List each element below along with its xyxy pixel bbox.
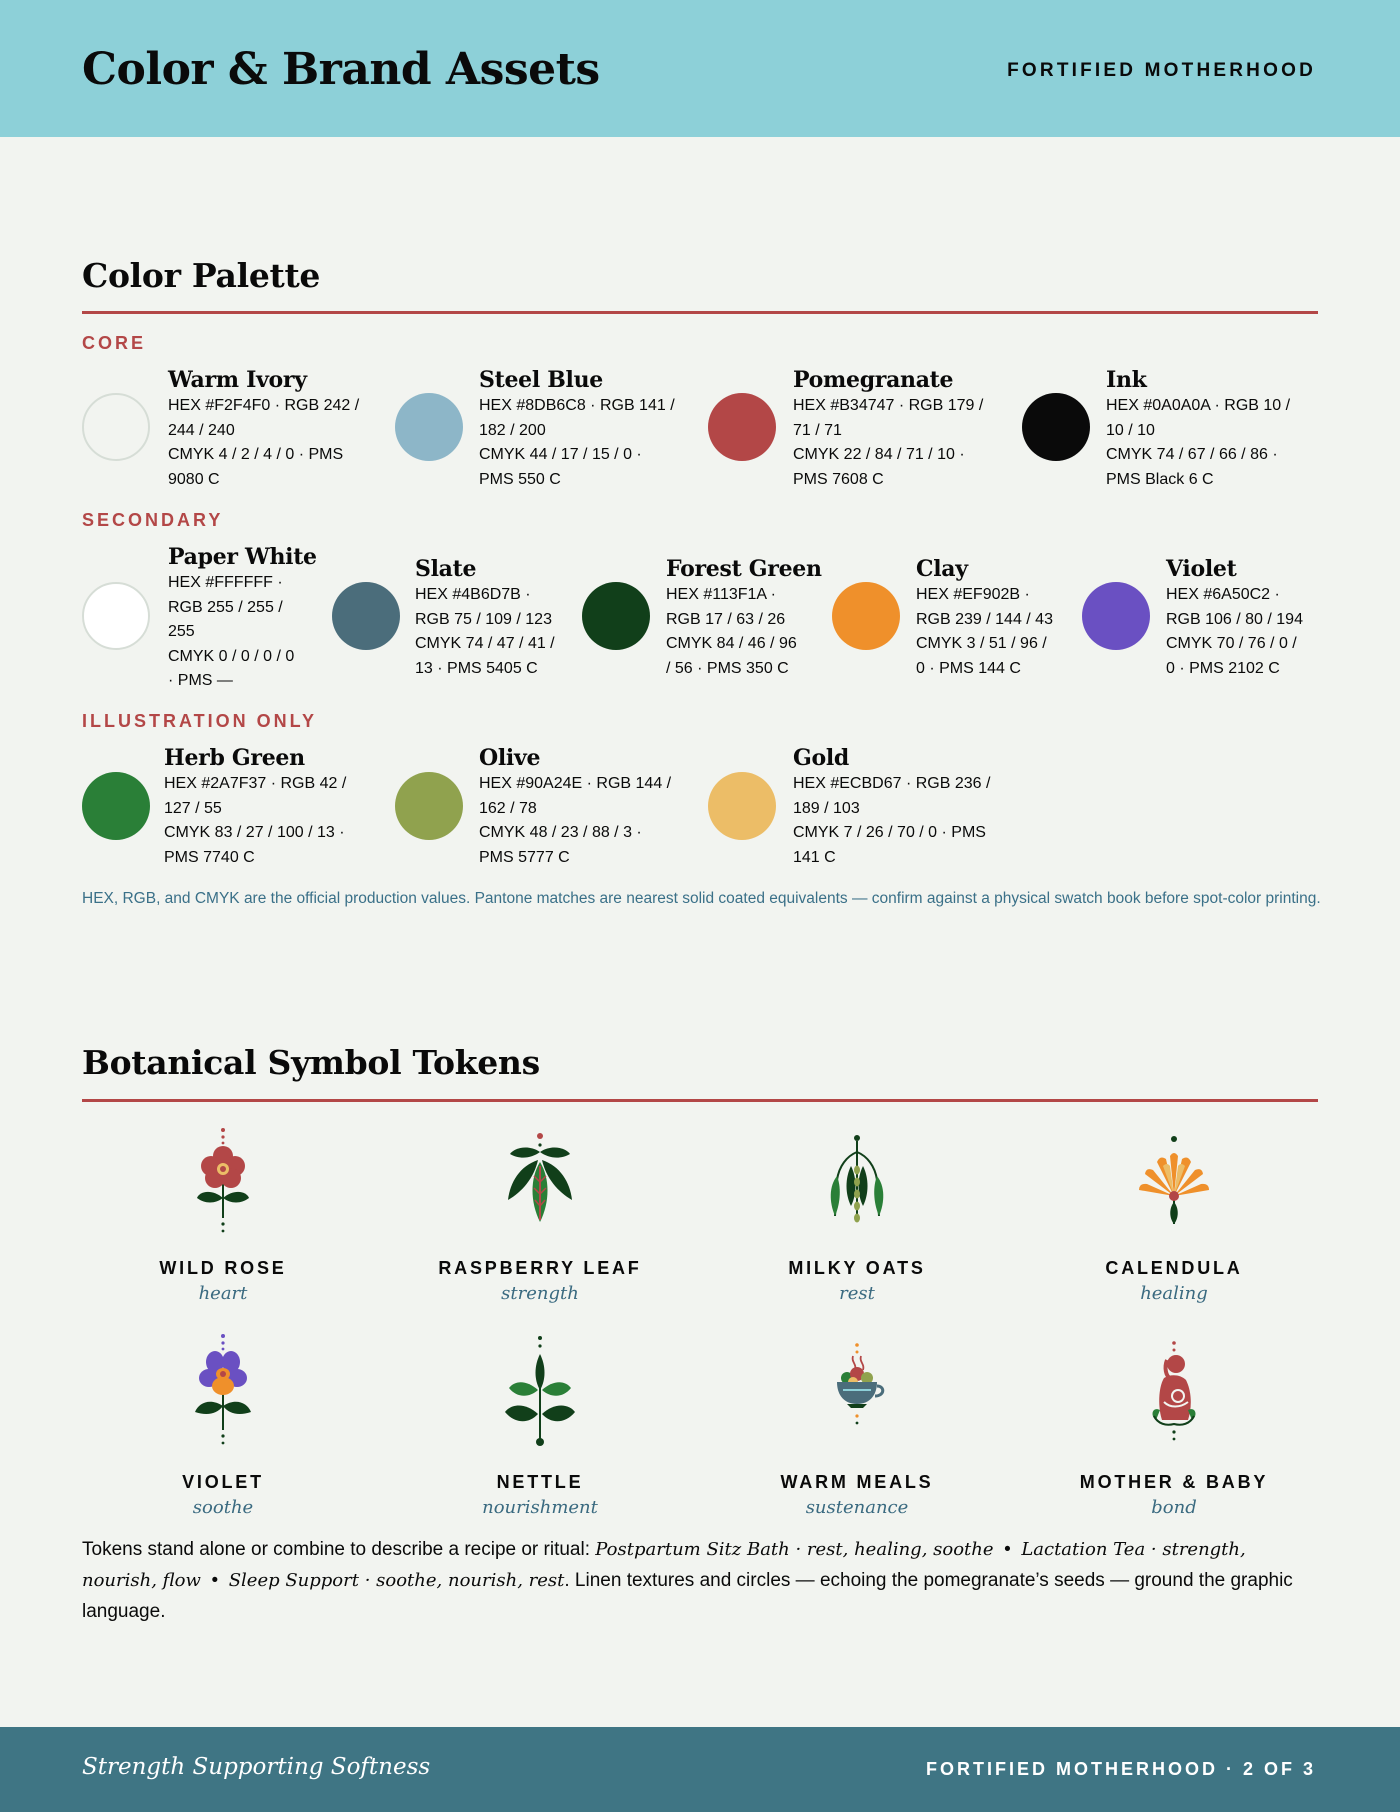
swatch-clay (832, 582, 900, 650)
swatch-steel-blue (395, 393, 463, 461)
color-rgb: RGB 17 / 63 / 26 (666, 610, 786, 628)
token-name: MOTHER & BABY (1079, 1472, 1269, 1492)
token-meaning: nourishment (482, 1497, 598, 1518)
page-header (0, 0, 1400, 137)
swatch-forest-green (582, 582, 650, 650)
color-name: Olive (479, 745, 541, 771)
color-name: Slate (415, 556, 477, 582)
page-number: FORTIFIED MOTHERHOOD · 2 OF 3 (925, 1759, 1316, 1779)
swatch-ink (1022, 393, 1090, 461)
token-name: NETTLE (496, 1472, 584, 1492)
token-name: WILD ROSE (159, 1258, 287, 1278)
illustration-only-label: ILLUSTRATION ONLY (82, 711, 317, 731)
bullet-separator: • (200, 1570, 229, 1591)
token-milky-oats (707, 1126, 1007, 1306)
token-name: CALENDULA (1105, 1258, 1243, 1278)
color-rgb-cont: 162 / 78 (479, 799, 537, 817)
token-meaning: sustenance (805, 1497, 909, 1518)
section-divider (82, 1099, 1318, 1102)
color-pms: · PMS — (168, 672, 233, 689)
ritual-lactation-tea: Lactation Tea · strength, nourish, flow (82, 1539, 1246, 1591)
color-pms: 141 C (793, 848, 836, 866)
token-mother-baby (1024, 1332, 1324, 1518)
color-cmyk: CMYK 22 / 84 / 71 / 10 · (793, 446, 965, 463)
color-cmyk: CMYK 7 / 26 / 70 / 0 · PMS (793, 824, 986, 841)
color-cmyk: CMYK 74 / 47 / 41 / (415, 635, 555, 652)
color-name: Paper White (168, 544, 317, 570)
calendula-icon (1129, 1126, 1219, 1236)
color-hex: HEX #113F1A · (666, 586, 776, 603)
ritual-sleep-support: Sleep Support · soothe, nourish, rest (228, 1570, 565, 1591)
swatch-gold (708, 772, 776, 840)
color-rgb-cont: 127 / 55 (164, 799, 222, 817)
color-rgb-cont: 255 (168, 623, 195, 640)
color-name: Forest Green (666, 556, 822, 582)
swatch-herb-green (82, 772, 150, 840)
page-footer (0, 1727, 1400, 1812)
color-hex-rgb: HEX #2A7F37 · RGB 42 / (164, 775, 347, 792)
core-label: CORE (82, 333, 147, 353)
color-rgb: RGB 255 / 255 / (168, 598, 283, 616)
token-meaning: rest (839, 1283, 875, 1304)
raspberry-leaf-icon (490, 1126, 590, 1236)
color-cmyk: CMYK 44 / 17 / 15 / 0 · (479, 446, 642, 463)
color-hex-rgb: HEX #90A24E · RGB 144 / (479, 775, 672, 792)
color-info-forest-green (666, 555, 822, 681)
color-hex-rgb: HEX #8DB6C8 · RGB 141 / (479, 397, 675, 414)
color-info-paper-white (168, 543, 317, 694)
milky-oats-icon (817, 1126, 897, 1236)
page-title: Color & Brand Assets (82, 44, 600, 95)
color-rgb: RGB 75 / 109 / 123 (415, 610, 552, 628)
color-cmyk: CMYK 84 / 46 / 96 (666, 635, 797, 652)
color-name: Herb Green (164, 745, 305, 771)
color-hex-rgb: HEX #B34747 · RGB 179 / (793, 397, 984, 414)
color-pms: 0 · PMS 144 C (916, 659, 1021, 677)
swatch-pomegranate (708, 393, 776, 461)
color-pms: PMS Black 6 C (1106, 470, 1214, 488)
wild-rose-icon (183, 1126, 263, 1236)
color-cmyk: CMYK 4 / 2 / 4 / 0 · PMS (168, 446, 344, 463)
token-meaning: healing (1140, 1283, 1208, 1304)
color-name: Clay (916, 556, 968, 582)
tokens-note-tail: . Linen textures and circles — echoing the pomegranate’s seeds — ground the graphic language. (82, 1570, 1293, 1622)
token-name: VIOLET (182, 1472, 264, 1492)
swatch-olive (395, 772, 463, 840)
color-name: Gold (793, 745, 850, 771)
color-pms: 13 · PMS 5405 C (415, 659, 538, 677)
color-pms: PMS 7740 C (164, 848, 255, 866)
color-info-gold (793, 744, 990, 870)
token-meaning: strength (501, 1283, 579, 1304)
token-warm-meals (707, 1332, 1007, 1518)
color-info-clay (916, 555, 1053, 681)
color-cmyk: CMYK 70 / 76 / 0 / (1166, 635, 1297, 652)
color-cmyk: CMYK 74 / 67 / 66 / 86 · (1106, 446, 1278, 463)
section-divider (82, 311, 1318, 314)
ritual-sitz-bath: Postpartum Sitz Bath · rest, healing, soothe (595, 1539, 994, 1560)
color-info-steel-blue (479, 366, 675, 492)
color-rgb-cont: 10 / 10 (1106, 421, 1155, 439)
bullet-separator: • (993, 1539, 1022, 1560)
color-cmyk: CMYK 48 / 23 / 88 / 3 · (479, 824, 642, 841)
color-pms: 0 · PMS 2102 C (1166, 659, 1280, 677)
token-wild-rose (73, 1126, 373, 1306)
token-name: MILKY OATS (788, 1258, 926, 1278)
color-name: Violet (1166, 556, 1237, 582)
swatch-paper-white (82, 582, 150, 650)
color-hex: HEX #4B6D7B · (415, 586, 531, 603)
color-cmyk: CMYK 0 / 0 / 0 / 0 (168, 647, 295, 665)
color-cmyk: CMYK 3 / 51 / 96 / (916, 635, 1047, 652)
token-meaning: heart (198, 1283, 248, 1304)
swatch-warm-ivory (82, 393, 150, 461)
color-rgb-cont: 189 / 103 (793, 799, 860, 817)
color-info-warm-ivory (168, 366, 359, 492)
color-pms: PMS 7608 C (793, 470, 884, 488)
color-info-herb-green (164, 744, 346, 870)
botanical-tokens-heading: Botanical Symbol Tokens (82, 1043, 540, 1082)
swatch-slate (332, 582, 400, 650)
color-hex-rgb: HEX #F2F4F0 · RGB 242 / (168, 397, 360, 414)
violet-flower-icon (183, 1332, 263, 1450)
color-cmyk: CMYK 83 / 27 / 100 / 13 · (164, 824, 345, 841)
color-info-pomegranate (793, 366, 983, 492)
color-pms: PMS 550 C (479, 470, 561, 488)
color-hex: HEX #EF902B · (916, 586, 1030, 603)
token-calendula (1024, 1126, 1324, 1306)
color-info-ink (1106, 366, 1290, 492)
color-hex: HEX #FFFFFF · (168, 574, 283, 591)
color-pms: / 56 · PMS 350 C (666, 659, 789, 677)
token-name: WARM MEALS (780, 1472, 934, 1492)
color-name: Steel Blue (479, 367, 604, 393)
color-rgb-cont: 71 / 71 (793, 421, 842, 439)
tokens-note-lead: Tokens stand alone or combine to describe a recipe or ritual: (82, 1539, 596, 1560)
token-violet (73, 1332, 373, 1518)
token-raspberry-leaf (390, 1126, 690, 1306)
color-name: Pomegranate (793, 367, 954, 393)
color-name: Warm Ivory (168, 367, 307, 393)
color-info-violet (1166, 555, 1303, 681)
tokens-note (82, 1534, 1322, 1627)
color-hex: HEX #6A50C2 · (1166, 586, 1280, 603)
color-hex-rgb: HEX #0A0A0A · RGB 10 / (1106, 397, 1291, 414)
color-palette-heading: Color Palette (82, 256, 321, 295)
token-meaning: bond (1151, 1497, 1197, 1518)
nettle-icon (495, 1332, 585, 1450)
color-pms: PMS 5777 C (479, 848, 570, 866)
color-hex-rgb: HEX #ECBD67 · RGB 236 / (793, 775, 991, 792)
warm-meals-icon (817, 1332, 897, 1450)
color-info-slate (415, 555, 555, 681)
brand-name: FORTIFIED MOTHERHOOD (1007, 60, 1316, 81)
secondary-label: SECONDARY (82, 510, 224, 530)
palette-note: HEX, RGB, and CMYK are the official production values. Pantone matches are nearest solid coated equivalents — confirm against a physical swatch book before spot-color printing. (82, 890, 1321, 907)
color-info-olive (479, 744, 671, 870)
color-rgb: RGB 106 / 80 / 194 (1166, 610, 1303, 628)
color-rgb-cont: 182 / 200 (479, 421, 546, 439)
token-meaning: soothe (192, 1497, 254, 1518)
color-rgb: RGB 239 / 144 / 43 (916, 610, 1053, 628)
color-pms: 9080 C (168, 470, 220, 488)
token-name: RASPBERRY LEAF (438, 1258, 642, 1278)
mother-baby-icon (1134, 1332, 1214, 1450)
footer-tagline: Strength Supporting Softness (82, 1754, 431, 1780)
color-rgb-cont: 244 / 240 (168, 421, 235, 439)
swatch-violet (1082, 582, 1150, 650)
token-nettle (390, 1332, 690, 1518)
color-name: Ink (1106, 367, 1147, 393)
